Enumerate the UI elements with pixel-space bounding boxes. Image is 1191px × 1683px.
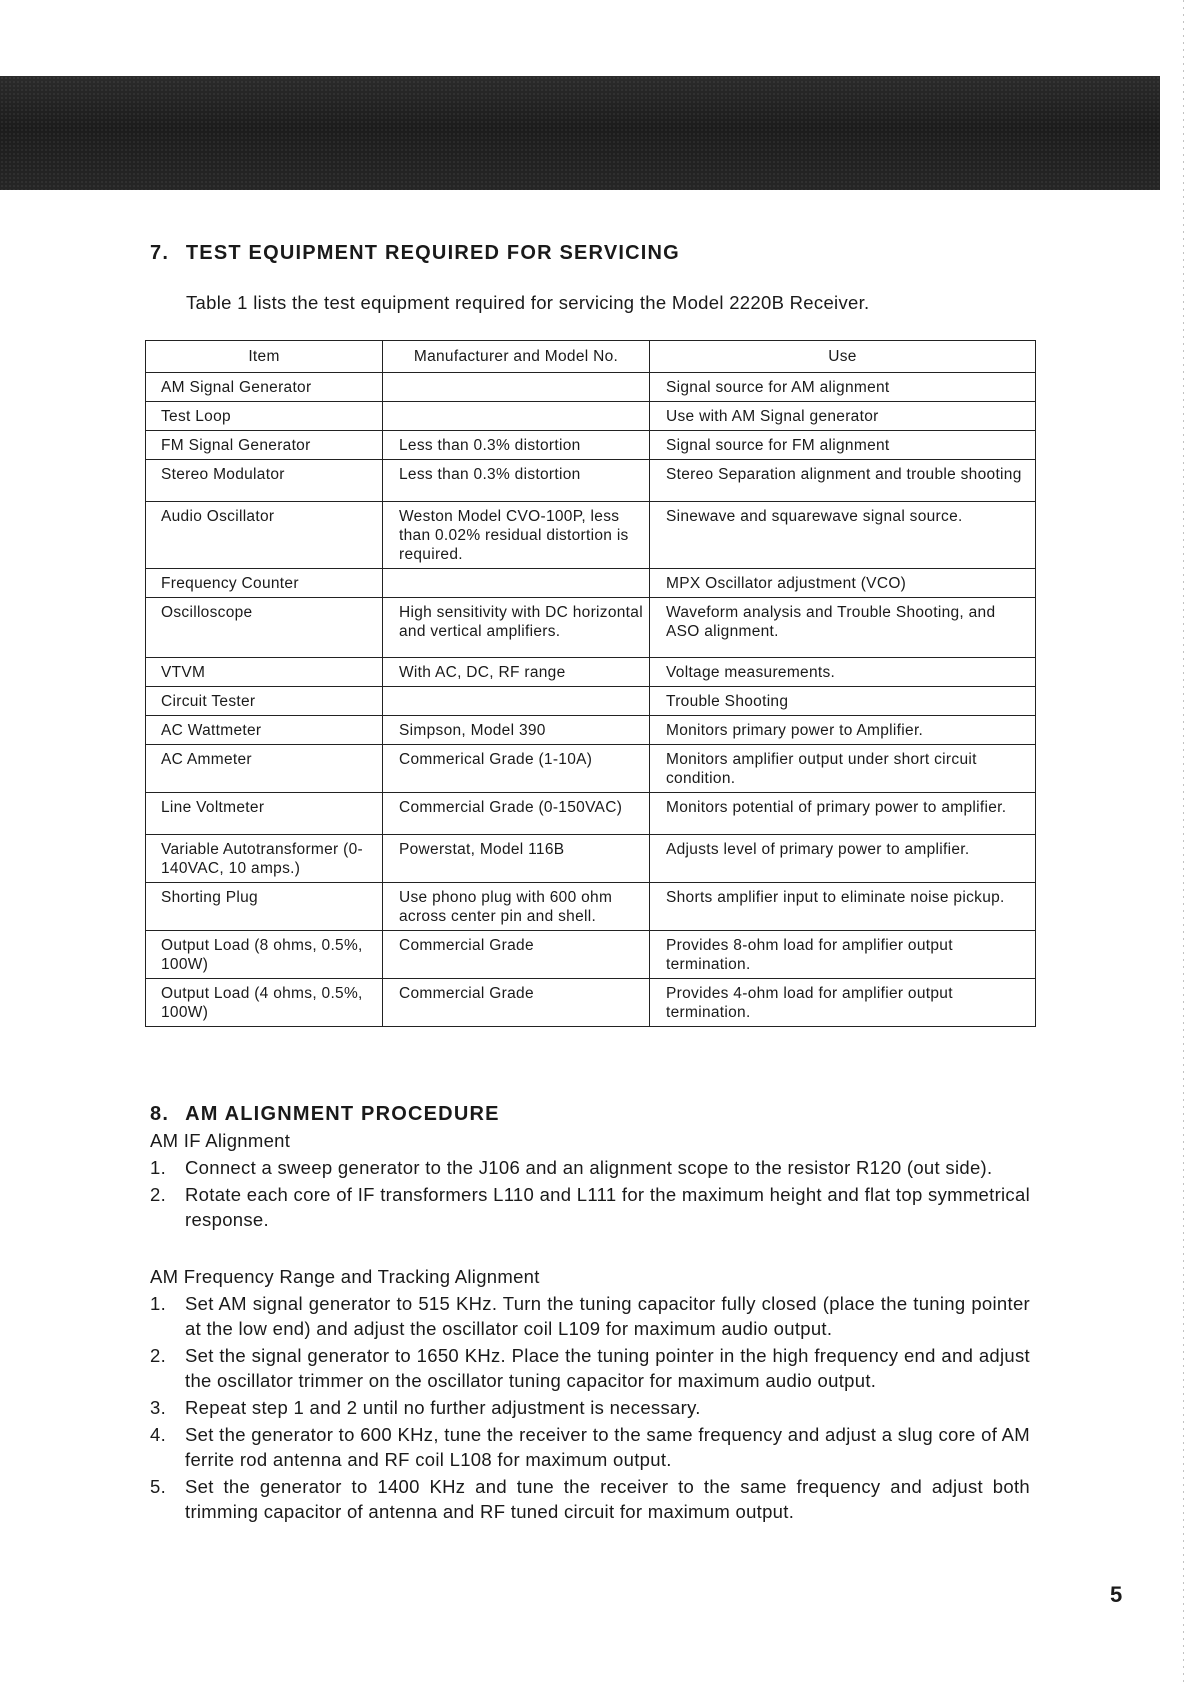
table-header-row — [146, 341, 1036, 373]
section-8-title: AM ALIGNMENT PROCEDURE — [185, 1103, 500, 1125]
cell-item: Variable Autotransformer (0-140VAC, 10 amps.) — [146, 835, 383, 883]
step-number: 1. — [150, 1157, 167, 1178]
step-item — [150, 1343, 1030, 1393]
table-row — [146, 835, 1036, 883]
cell-use: Trouble Shooting — [650, 687, 1036, 716]
step-number: 5. — [150, 1476, 167, 1497]
cell-item: Circuit Tester — [146, 687, 383, 716]
step-item — [150, 1155, 1030, 1180]
am-if-steps — [150, 1155, 1030, 1234]
cell-item: Audio Oscillator — [146, 502, 383, 569]
table-row — [146, 745, 1036, 793]
test-equipment-table — [145, 340, 1036, 1027]
step-text: Connect a sweep generator to the J106 and an alignment scope to the resistor R120 (out side). — [185, 1157, 993, 1178]
cell-model — [383, 373, 650, 402]
cell-use: Stereo Separation alignment and trouble shooting — [650, 460, 1036, 502]
cell-model: Less than 0.3% distortion — [383, 460, 650, 502]
step-item — [150, 1291, 1030, 1341]
cell-model: Use phono plug with 600 ohm across center pin and shell. — [383, 883, 650, 931]
step-text: Set the signal generator to 1650 KHz. Place the tuning pointer in the high frequency end and adjust the oscillator trimmer on the oscillator tuning capacitor for maximum audio output. — [185, 1345, 1030, 1391]
table-row — [146, 687, 1036, 716]
cell-use: Monitors potential of primary power to amplifier. — [650, 793, 1036, 835]
table-row — [146, 598, 1036, 658]
table-row — [146, 402, 1036, 431]
step-number: 4. — [150, 1424, 167, 1445]
cell-use: Monitors primary power to Amplifier. — [650, 716, 1036, 745]
cell-item: FM Signal Generator — [146, 431, 383, 460]
step-number: 3. — [150, 1397, 167, 1418]
scan-edge — [1183, 0, 1184, 1683]
section-7-number: 7. — [150, 242, 170, 264]
table-row — [146, 793, 1036, 835]
section-7-heading — [150, 242, 680, 265]
am-if-alignment-title: AM IF Alignment — [150, 1130, 291, 1151]
cell-item: Test Loop — [146, 402, 383, 431]
cell-model: Weston Model CVO-100P, less than 0.02% residual distortion is required. — [383, 502, 650, 569]
cell-item: AC Wattmeter — [146, 716, 383, 745]
section-8-heading — [150, 1103, 500, 1126]
cell-use: Waveform analysis and Trouble Shooting, and ASO alignment. — [650, 598, 1036, 658]
cell-item: Frequency Counter — [146, 569, 383, 598]
table-intro: Table 1 lists the test equipment required for servicing the Model 2220B Receiver. — [186, 292, 870, 313]
cell-model: High sensitivity with DC horizontal and vertical amplifiers. — [383, 598, 650, 658]
cell-item: Shorting Plug — [146, 883, 383, 931]
cell-use: Provides 4-ohm load for amplifier output termination. — [650, 979, 1036, 1027]
header-item: Item — [146, 341, 383, 373]
step-item — [150, 1422, 1030, 1472]
cell-model — [383, 402, 650, 431]
page-number: 5 — [1110, 1582, 1123, 1607]
cell-item: VTVM — [146, 658, 383, 687]
step-text: Rotate each core of IF transformers L110 and L111 for the maximum height and flat top symmetrical response. — [185, 1184, 1030, 1230]
cell-model: Commerical Grade (1-10A) — [383, 745, 650, 793]
cell-model: With AC, DC, RF range — [383, 658, 650, 687]
step-text: Repeat step 1 and 2 until no further adjustment is necessary. — [185, 1397, 701, 1418]
table-row — [146, 373, 1036, 402]
header-banner — [0, 76, 1160, 190]
table-row — [146, 569, 1036, 598]
cell-model: Less than 0.3% distortion — [383, 431, 650, 460]
cell-use: Provides 8-ohm load for amplifier output termination. — [650, 931, 1036, 979]
table-row — [146, 658, 1036, 687]
cell-item: Output Load (4 ohms, 0.5%, 100W) — [146, 979, 383, 1027]
step-number: 2. — [150, 1345, 167, 1366]
cell-use: Signal source for AM alignment — [650, 373, 1036, 402]
cell-model: Powerstat, Model 116B — [383, 835, 650, 883]
table-row — [146, 931, 1036, 979]
cell-model — [383, 569, 650, 598]
step-item — [150, 1474, 1030, 1524]
cell-model — [383, 687, 650, 716]
am-frequency-steps — [150, 1291, 1030, 1526]
section-7-title: TEST EQUIPMENT REQUIRED FOR SERVICING — [185, 242, 680, 264]
step-number: 1. — [150, 1293, 167, 1314]
step-item — [150, 1182, 1030, 1232]
cell-model: Commercial Grade — [383, 931, 650, 979]
step-text: Set the generator to 600 KHz, tune the receiver to the same frequency and adjust a slug core of AM ferrite rod antenna and RF coil L108 for maximum output. — [185, 1424, 1030, 1470]
cell-item: Output Load (8 ohms, 0.5%, 100W) — [146, 931, 383, 979]
cell-model: Commercial Grade (0-150VAC) — [383, 793, 650, 835]
cell-item: Line Voltmeter — [146, 793, 383, 835]
table-row — [146, 431, 1036, 460]
cell-item: Oscilloscope — [146, 598, 383, 658]
header-model: Manufacturer and Model No. — [383, 341, 650, 373]
cell-use: Monitors amplifier output under short circuit condition. — [650, 745, 1036, 793]
cell-item: AM Signal Generator — [146, 373, 383, 402]
cell-use: Adjusts level of primary power to amplifier. — [650, 835, 1036, 883]
step-item — [150, 1395, 1030, 1420]
step-text: Set AM signal generator to 515 KHz. Turn the tuning capacitor fully closed (place the tuning pointer at the low end) and adjust the oscillator coil L109 for maximum audio output. — [185, 1293, 1030, 1339]
cell-item: Stereo Modulator — [146, 460, 383, 502]
cell-use: Voltage measurements. — [650, 658, 1036, 687]
table-row — [146, 979, 1036, 1027]
cell-use: Signal source for FM alignment — [650, 431, 1036, 460]
am-frequency-alignment-title: AM Frequency Range and Tracking Alignment — [150, 1266, 540, 1287]
step-text: Set the generator to 1400 KHz and tune the receiver to the same frequency and adjust both trimming capacitor of antenna and RF tuned circuit for maximum output. — [185, 1476, 1030, 1522]
cell-item: AC Ammeter — [146, 745, 383, 793]
cell-use: Sinewave and squarewave signal source. — [650, 502, 1036, 569]
cell-model: Simpson, Model 390 — [383, 716, 650, 745]
cell-use: Use with AM Signal generator — [650, 402, 1036, 431]
table-row — [146, 460, 1036, 502]
table-row — [146, 883, 1036, 931]
cell-use: MPX Oscillator adjustment (VCO) — [650, 569, 1036, 598]
table-row — [146, 716, 1036, 745]
header-use: Use — [650, 341, 1036, 373]
section-8-number: 8. — [150, 1103, 170, 1125]
cell-use: Shorts amplifier input to eliminate noise pickup. — [650, 883, 1036, 931]
step-number: 2. — [150, 1184, 167, 1205]
table-row — [146, 502, 1036, 569]
cell-model: Commercial Grade — [383, 979, 650, 1027]
